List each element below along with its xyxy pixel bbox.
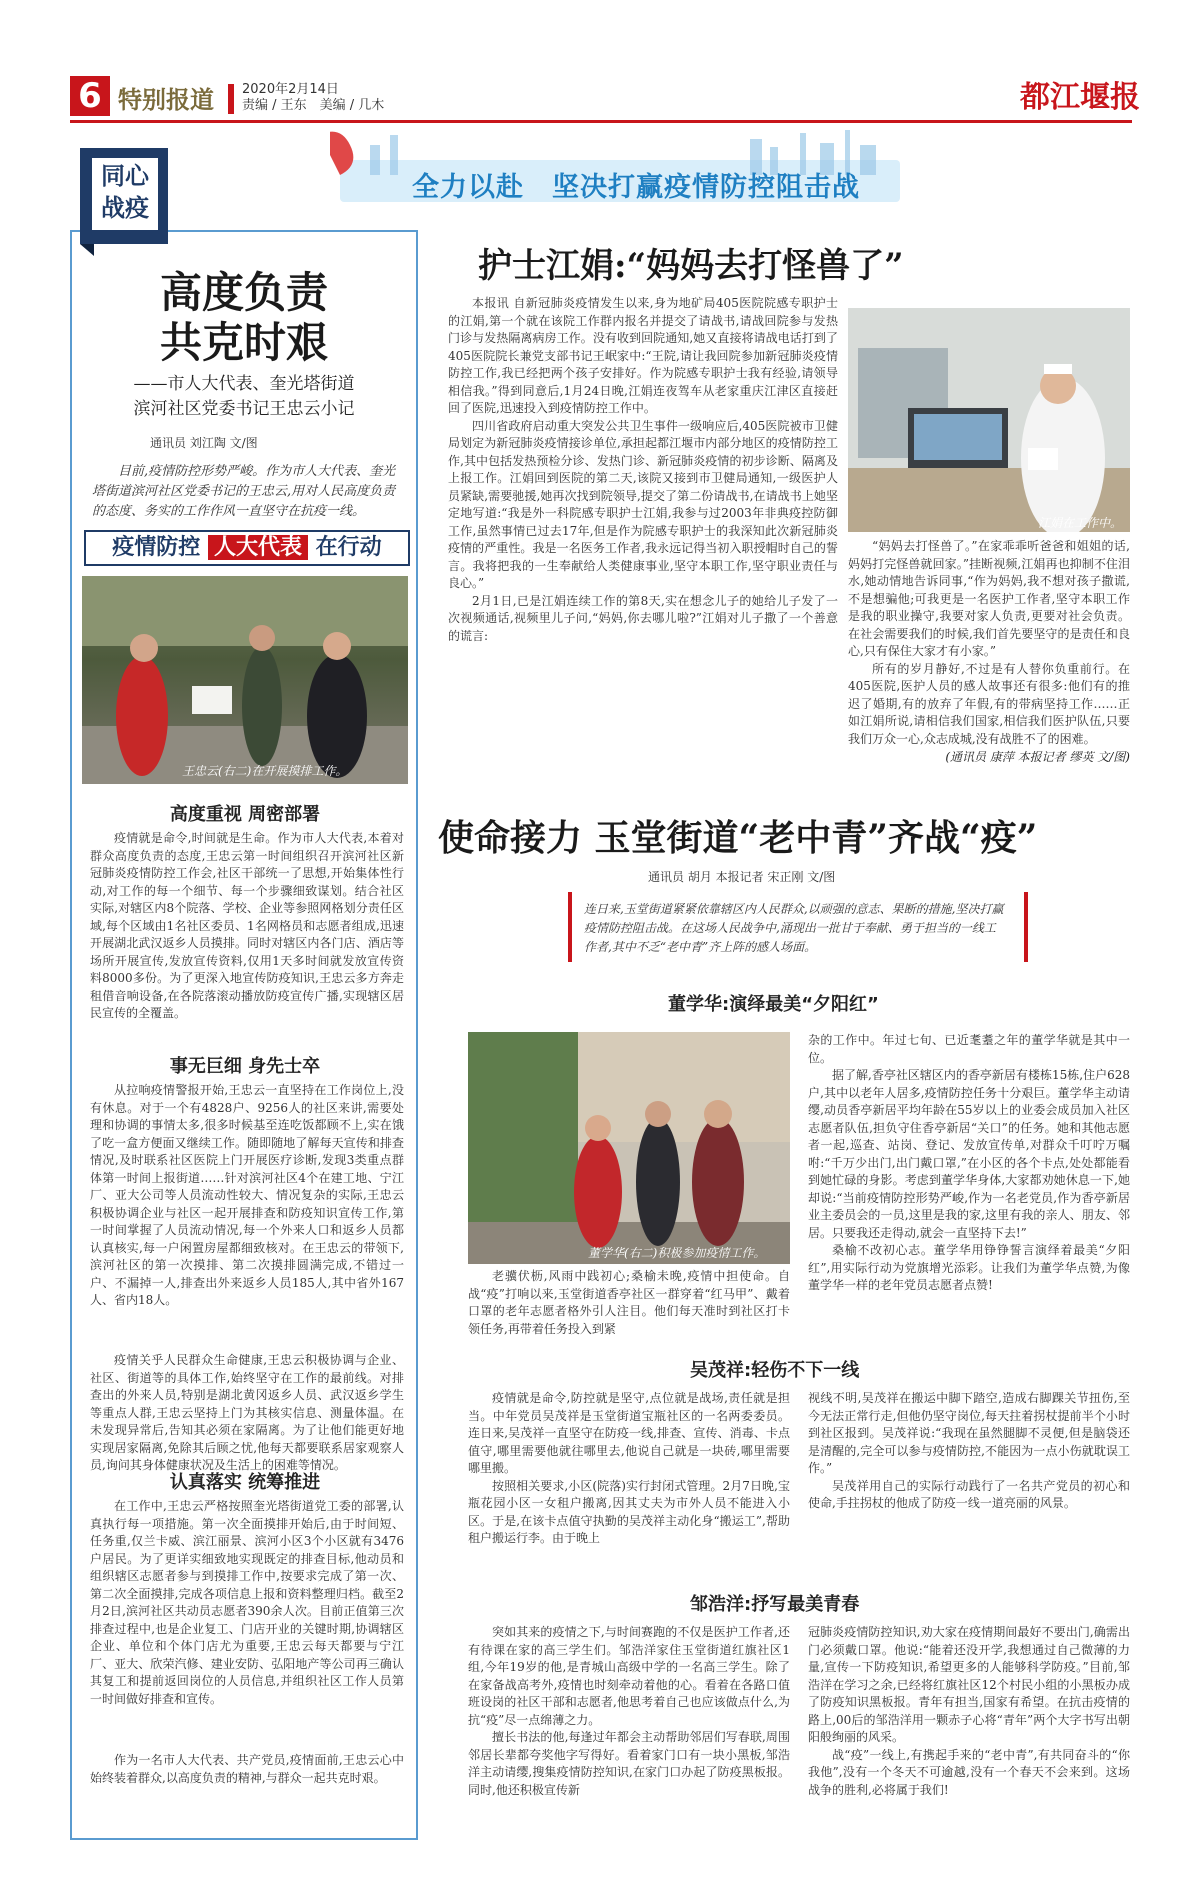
- left-byline: 通讯员 刘江陶 文/图: [150, 436, 258, 450]
- profile-1-photo: [468, 1032, 790, 1264]
- profile-3-body-right-2: 战“疫”一线上,有携起手来的“老中青”,有共同奋斗的“你我他”,没有一个冬天不可逾越,没有一个春天不会来到。这场战争的胜利,必将属于我们!: [808, 1747, 1130, 1797]
- article-2-lead: 连日来,玉堂街道紧紧依靠辖区内人民群众,以顽强的意志、果断的措施,坚决打赢疫情防控阻击战。在这场人民战争中,涌现出一批甘于奉献、勇于担当的一线工作者,其中不乏“老中青”齐上阵的感人场面。: [584, 902, 1004, 954]
- profile-1-photo-scene: [468, 1032, 790, 1264]
- tagline-part-a: 疫情防控: [112, 535, 201, 560]
- profile-1-body-right-2: 据了解,香亭社区辖区内的香亭新居有楼栋15栋,住户628户,其中以老年人居多,疫情防控任务十分艰巨。董学华主动请缨,动员香亭新居平均年龄在55岁以上的业委会成员加入社区志愿者队伍,担负守住香亭新居“关口”的任务。她和其他志愿者一起,巡查、站岗、登记、发放宣传单,对群众千叮咛万嘱咐:“千万少出门,出门戴口罩,”在小区的各个卡点,处处都能看到她忙碌的身影。考虑到董学华身体,大家都劝她休息一下,她却说:“当前疫情防控形势严峻,作为一名老党员,作为香亭新居业主委员会的一员,这里是我的家,这里有我的亲人、朋友、邻居。只要我还走得动,就会一直坚持下去!”: [808, 1068, 1130, 1240]
- left-photo-scene: [82, 576, 408, 784]
- profile-2-body-left-1: 疫情就是命令,防控就是坚守,点位就是战场,责任就是担当。中年党员吴茂祥是玉堂街道宝瓶社区的一名两委委员。连日来,吴茂祥一直坚守在防疫一线,排查、宣传、消毒、卡点值守,哪里需要他就往哪里去,他说自己就是一块砖,哪里需要哪里搬。: [468, 1391, 790, 1475]
- profile-1-col-right: [808, 1032, 1130, 1328]
- profile-3-col-left: [468, 1624, 790, 1844]
- left-intro: 目前,疫情防控形势严峻。作为市人大代表、奎光塔街道滨河社区党委书记的王忠云,用对人民高度负责的态度、务实的工作作风一直坚守在抗疫一线。: [92, 464, 396, 519]
- profile-2-col-right: [808, 1390, 1130, 1576]
- article-1-para-2: 四川省政府启动重大突发公共卫生事件一级响应后,405医院被市卫健局划定为新冠肺炎疫情接诊单位,承担起都江堰市内部分地区的疫情防控工作,其中包括发热预检分诊、发热门诊、新冠肺炎疫情的初步诊断、隔离及上报工作。江娟回到医院的第二天,该院又接到市卫健局通知,一级医护人员紧缺,需要驰援,她再次找到院领导,提交了第二份请战书,在请战书上她坚定地写道:“我是外一科院感专职护士江娟,我参与过2003年非典疫控防御工作,虽然事情已过去17年,但是作为院感专职护士的我深知此次新冠肺炎疫情的严重性。我是一名医务工作者,我永远记得当初入职授帽时自己的誓言。我将把我的一生奉献给人类健康事业,坚守本职工作,坚守职业责任与良心。”: [448, 418, 838, 590]
- left-section-1-body: 疫情就是命令,时间就是生命。作为市人大代表,本着对群众高度负责的态度,王忠云第一时间组织召开滨河社区新冠肺炎疫情防控工作会,社区干部统一了思想,开始集体性行动,对工作的每一个细节、每一个步骤细致谋划。结合社区实际,对辖区内8个院落、学校、企业等参照网格划分责任区域,每个区域由1名社区委员、1名网格员和志愿者组成,迅速开展湖北武汉返乡人员摸排。同时对辖区内各门店、酒店等场所开展宣传,发放宣传资料,仅用1天多时间就发放宣传资料8000多份。为了更深入地宣传防疫知识,王忠云多方奔走租借音响设备,在各院落滚动播放防疫宣传广播,实现辖区居民宣传的全覆盖。: [90, 831, 404, 1020]
- page-number: 6: [70, 76, 110, 116]
- tag-line-1: 同心: [101, 162, 149, 190]
- profile-3-title: 邹浩洋:抒写最美青春: [690, 1594, 860, 1615]
- left-section-1-title: 高度重视 周密部署: [169, 804, 321, 825]
- tagline-part-b: 人大代表: [208, 535, 308, 560]
- left-section-3-title: 认真落实 统筹推进: [169, 1472, 321, 1493]
- section-tag-label: [92, 158, 158, 230]
- section-title: 特别报道: [118, 86, 214, 114]
- profile-2-body-right-1: 视线不明,吴茂祥在搬运中脚下踏空,造成右脚踝关节扭伤,至今无法正常行走,但他仍坚守岗位,每天拄着拐杖提前半个小时到社区报到。吴茂祥说:“我现在虽然腿脚不灵便,但是脑袋还是清醒的,完全可以参与疫情防控,不能因为一点小伤就耽误工作。”: [808, 1391, 1130, 1475]
- banner-slogan: 全力以赴 坚决打赢疫情防控阻击战: [412, 172, 860, 203]
- left-headline-line-2: 共克时艰: [159, 318, 328, 367]
- newspaper-logo: 都江堰报: [1020, 80, 1140, 115]
- profile-2-body-right-2: 吴茂祥用自己的实际行动践行了一名共产党员的初心和使命,手拄拐杖的他成了防疫一线一道亮丽的风景。: [808, 1478, 1130, 1510]
- profile-3-body-left-1: 突如其来的疫情之下,与时间赛跑的不仅是医护工作者,还有待课在家的高三学生们。邹浩洋家住玉堂街道红旗社区1组,今年19岁的他,是青城山高级中学的一名高三学生。除了在家备战高考外,疫情也时刻牵动着他的心。看着在各路口值班设岗的社区干部和志愿者,他思考着自己也应该做点什么,为抗“疫”尽一点绵薄之力。: [468, 1625, 790, 1727]
- left-subheadline-line-2: 滨河社区党委书记王忠云小记: [133, 399, 355, 419]
- tag-fold: [80, 244, 94, 256]
- article-1-byline: (通讯员 康萍 本报记者 缪英 文/图): [945, 750, 1130, 764]
- profile-3-body-left-2: 擅长书法的他,每逢过年都会主动帮助邻居们写春联,周围邻居长辈都夸奖他字写得好。看着家门口有一块小黑板,邹浩洋主动请缨,搜集疫情防控知识,在家门口办起了防疫黑板报。同时,他还积极宣传新: [468, 1730, 790, 1797]
- left-section-2-title: 事无巨细 身先士卒: [169, 1056, 321, 1077]
- profile-2-body-left-2: 按照相关要求,小区(院落)实行封闭式管理。2月7日晚,宝瓶花园小区一女租户搬离,因其丈夫为市外人员不能进入小区。于是,在该卡点值守执勤的吴茂祥主动化身“搬运工”,帮助租户搬运行李。由于晚上: [468, 1478, 790, 1545]
- article-1-photo-caption: 江娟在工作中。: [1038, 516, 1123, 530]
- article-1-para-3: 2月1日,已是江娟连续工作的第8天,实在想念儿子的她给儿子发了一次视频通话,视频里儿子问,“妈妈,你去哪儿啦?”江娟对儿子撒了一个善意的谎言:: [448, 593, 838, 643]
- profile-1-body-right-1: 杂的工作中。年过七旬、已近耄耋之年的董学华就是其中一位。: [808, 1033, 1130, 1065]
- profile-1-photo-caption: 董学华(右二)积极参加疫情工作。: [588, 1246, 766, 1260]
- article-1-headline: 护士江娟:“妈妈去打怪兽了”: [478, 246, 904, 286]
- profile-3-body-right-1: 冠肺炎疫情防控知识,劝大家在疫情期间最好不要出门,确需出门必须戴口罩。他说:“能着还没开学,我想通过自己微薄的力量,宣传一下防疫知识,希望更多的人能够科学防疫。”目前,邹浩洋在学习之余,已经将红旗社区12个村民小组的小黑板办成了防疫知识黑板报。青年有担当,国家有希望。在抗击疫情的路上,00后的邹浩洋用一颗赤子心将“青年”两个大字书写出朝阳般绚丽的风采。: [808, 1625, 1130, 1744]
- profile-1-body-right-3: 桑榆不改初心志。董学华用铮铮誓言演绎着最美“夕阳红”,用实际行动为党旗增光添彩。让我们为董学华点赞,为像董学华一样的老年党员志愿者点赞!: [808, 1243, 1130, 1292]
- article-1-para-4: “妈妈去打怪兽了。”在家乖乖听爸爸和姐姐的话,妈妈打完怪兽就回家。”挂断视频,江娟再也抑制不住泪水,她动情地告诉同事,“作为妈妈,我不想对孩子撒谎,不是想骗他;可我更是一名医护工作者,坚守本职工作是我的职业操守,我要对家人负责,更要对社会负责。在社会需要我们的时候,我们首先要坚守的是责任和良心,只有保住大家才有小家。”: [848, 539, 1130, 658]
- article-2-byline: 通讯员 胡月 本报记者 宋正刚 文/图: [648, 870, 836, 884]
- issue-date: 2020年2月14日: [242, 82, 339, 97]
- tagline-part-c: 在行动: [315, 535, 382, 560]
- article-1-para-1: 本报讯 自新冠肺炎疫情发生以来,身为地矿局405医院院感专职护士的江娟,第一个就在该院工作群内报名并提交了请战书,请战回院参与发热门诊与发热隔离病房工作。没有收到回院通知,她又直接将请战电话打到了405医院院长兼党支部书记王岷家中:“王院,请让我回院参加新冠肺炎疫情防控工作,我已经把两个孩子安排好。作为院感专职护士我有经验,请领导相信我。”得到同意后,1月24日晚,江娟连夜驾车从老家重庆江津区直接赶回了医院,迅速投入到疫情防控工作中。: [448, 296, 838, 415]
- header-info: [242, 82, 384, 114]
- left-section-3-body-1: 在工作中,王忠云严格按照奎光塔街道党工委的部署,认真执行每一项措施。第一次全面摸排开始后,由于时间短、任务重,仅兰卡威、滨江丽景、滨河小区3个小区就有3476户居民。为了更详实细致地实现既定的排查目标,他动员和组织辖区志愿者参与到摸排工作中,按要求完成了第一次、第二次全面摸排,完成各项信息上报和资料整理归档。截至2月2日,滨河社区共动员志愿者390余人次。目前正值第三次排查过程中,也是企业复工、门店开业的关键时期,协调辖区企业、单位和个体门店尤为重要,王忠云每天都要与宁江厂、亚大、欣荣汽修、建业安防、弘阳地产等公司再三确认其复工和提前返回岗位的人员信息,并组织社区工作人员第一时间做好排查和宣传。: [90, 1499, 404, 1706]
- left-section-2-body-2: 疫情关乎人民群众生命健康,王忠云积极协调与企业、社区、街道等的具体工作,始终坚守在工作的最前线。对排查出的外来人员,特别是湖北黄冈返乡人员、武汉返乡学生等重点人群,王忠云坚持上门为其核实信息、测量体温。在未发现异常后,告知其必须在家隔离。为了让他们能更好地实现居家隔离,免除其后顾之忧,他每天都要联系居家观察人员,询问其身体健康状况及生活上的困难等情况。: [90, 1353, 404, 1472]
- profile-2-col-left: [468, 1390, 790, 1576]
- article-1-photo: [848, 308, 1130, 532]
- article-1-col-2: [848, 538, 1130, 798]
- article-1-col-1: [448, 295, 838, 803]
- left-subheadline-line-1: ——市人大代表、奎光塔街道: [133, 374, 355, 394]
- left-headline-line-1: 高度负责: [159, 268, 328, 317]
- article-1-para-5: 所有的岁月静好,不过是有人替你负重前行。在405医院,医护人员的感人故事还有很多:他们有的推迟了婚期,有的放弃了年假,有的带病坚持工作……正如江娟所说,请相信我们国家,相信我们医护队伍,只要我们万众一心,众志成城,没有战胜不了的困难。: [848, 661, 1130, 746]
- header-divider: [228, 84, 234, 114]
- left-photo-caption: 王忠云(右二)在开展摸排工作。: [182, 764, 348, 778]
- article-2-headline: 使命接力 玉堂街道“老中青”齐战“疫”: [438, 817, 1038, 859]
- tag-line-2: 战疫: [101, 194, 149, 222]
- profile-2-title: 吴茂祥:轻伤不下一线: [690, 1360, 860, 1381]
- profile-1-title: 董学华:演绎最美“夕阳红”: [668, 994, 879, 1015]
- left-section-3-body-2: 作为一名市人大代表、共产党员,疫情面前,王忠云心中始终装着群众,以高度负责的精神,与群众一起共克时艰。: [90, 1753, 404, 1785]
- header-rule: [70, 120, 1132, 123]
- left-subheadline: [80, 372, 408, 422]
- column-tagline: [84, 530, 410, 566]
- profile-3-col-right: [808, 1624, 1130, 1844]
- left-section-2-body-1: 从拉响疫情警报开始,王忠云一直坚持在工作岗位上,没有休息。对于一个有4828户、9256人的社区来讲,需要处理和协调的事情太多,很多时候基至连吃饭都顾不上,实在饿了吃一盒方便面又继续工作。随即随地了解每天宣传和排查情况,及时联系社区医院上门开展医疗诊断,发现3类重点群体第一时间上报街道……针对滨河社区4个在建工地、宁江厂、亚大公司等人员流动性较大、情况复杂的实际,王忠云积极协调企业与社区一起开展排查和防疫知识宣传工作,第一时间掌握了人员流动情况,每一个外来人口和返乡人员都认真核实,每一户闲置房屋都细致核对。在王忠云的带领下,滨河社区的第一次摸排、第二次摸排圆满完成,不错过一户、不漏掉一人,排查出外来返乡人员185人,其中省外167人、省内18人。: [90, 1083, 404, 1307]
- profile-1-body-left: 老骥伏枥,风雨中践初心;桑榆未晚,疫情中担使命。自战“疫”打响以来,玉堂街道香亭社区一群穿着“红马甲”、戴着口罩的老年志愿者格外引人注目。他们每天准时到社区打卡领任务,再带着任务投入到紧: [468, 1269, 790, 1336]
- editors: 责编 / 王东 美编 / 几木: [242, 98, 385, 113]
- article-1-photo-scene: [848, 308, 1130, 532]
- left-headline: [76, 268, 412, 368]
- left-photo: [82, 576, 408, 784]
